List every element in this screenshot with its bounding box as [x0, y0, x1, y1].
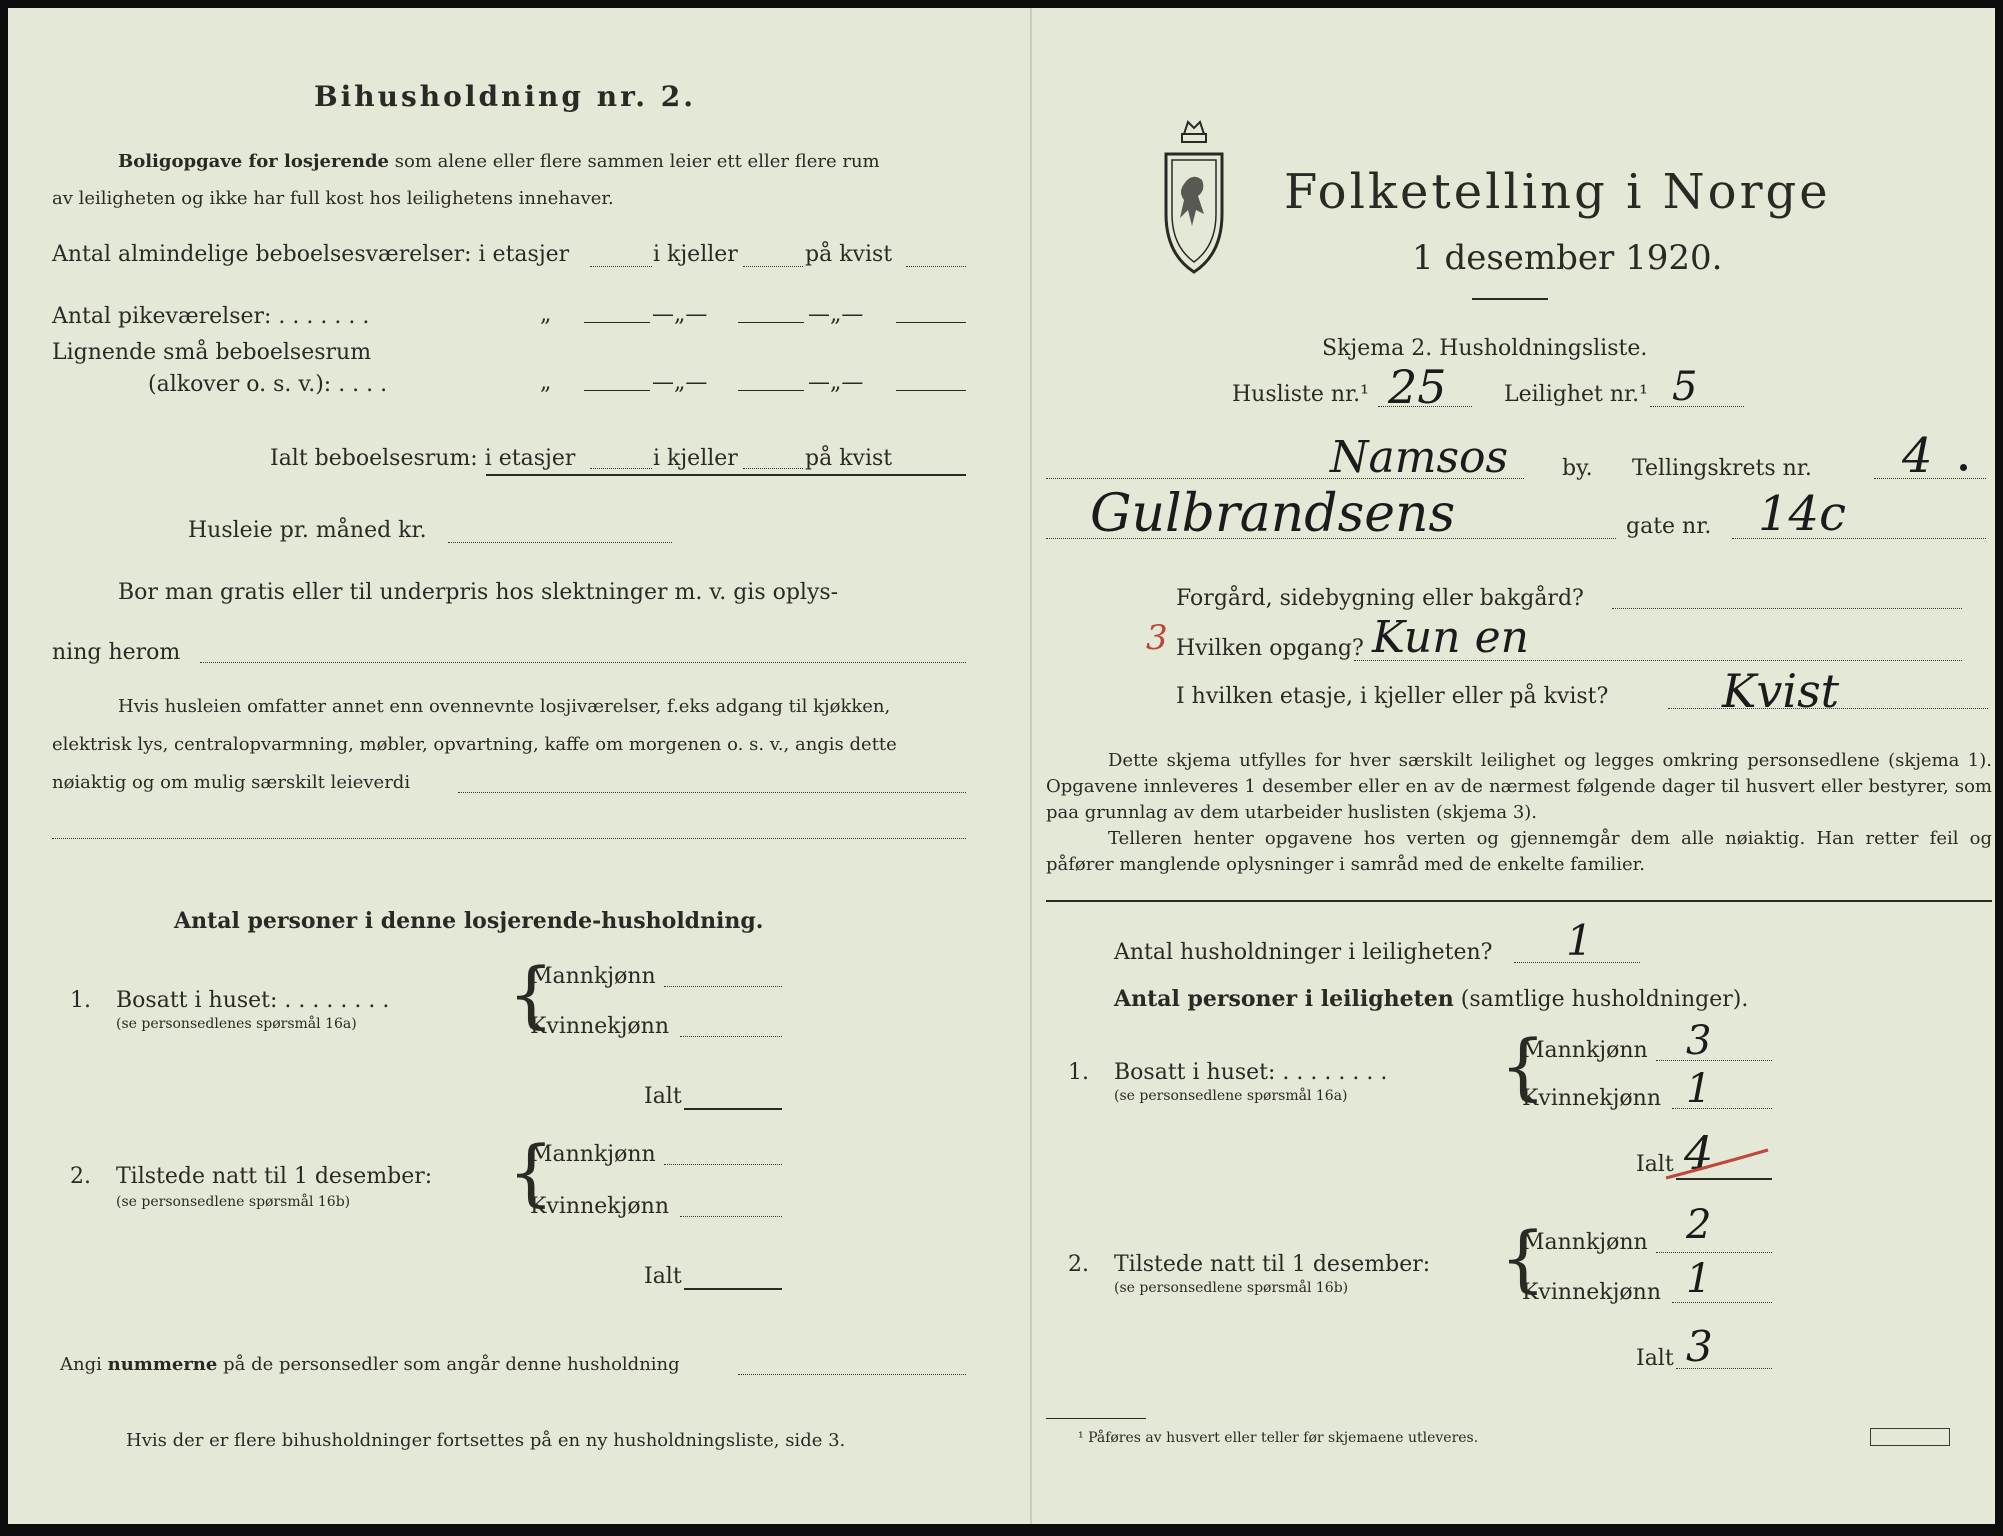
husliste-label: Husliste nr.¹	[1232, 382, 1369, 407]
right-page: Folketelling i Norge 1 desember 1920. Skjema 2. Husholdningsliste. Husliste nr.¹ 25 Leilighet nr.¹ 5 Namsos by. Tellingskrets nr. 4 Gulbrandsens gate nr. 14c Forgård, sidebygning eller bakgård? 3 Hvilken opgang? Kun en I hvilken etasje, i kjeller eller på kvist? Kvist Dette skjema utfylles for hver særskilt leilighet og legges omkring personsedlene (skjema 1). Opgavene innleveres 1 desember eller en av de nærmest følgende dager til husvert eller bestyrer, som paa grunnlag av dem utarbeider huslisten (skjema 3). Telleren henter opgavene hos verten og gjennemgår dem alle nøiaktig. Han retter feil og påfører manglende oplysninger i samråd med de enkelte familier. Antal husholdninger i leiligheten? 1 Antal personer i leiligheten (samtlige husholdninger). 1. Bosatt i huset: . . . . . . . . (se personsedlene spørsmål 16a) { Mannkjønn 3 Kvinnekjønn 1 Ialt 4 2. Tilstede natt til 1 desember: (se personsedlene spørsmål 16b) { Mannkjønn 2 Kvinnekjønn 1 Ialt 3 ¹ Påføres av husvert eller teller før skjemaene utleveres.	[1032, 8, 1995, 1524]
forgard-label: Forgård, sidebygning eller bakgård?	[1176, 586, 1584, 611]
leilighet-label: Leilighet nr.¹	[1504, 382, 1648, 407]
husliste-value: 25	[1388, 360, 1447, 414]
town-value: Namsos	[1330, 432, 1509, 483]
lignende-label: Lignende små beboelsesrum	[52, 340, 372, 365]
antal-label: Antal almindelige beboelsesværelser: i etasjer	[52, 242, 570, 267]
angi-line: Angi nummerne på de personsedler som angår denne husholdning	[60, 1354, 680, 1375]
by-label: by.	[1562, 456, 1593, 481]
street-value: Gulbrandsens	[1090, 484, 1456, 544]
bosatt-number: 1.	[1068, 1060, 1089, 1085]
bosatt-kvinne-value: 1	[1686, 1066, 1712, 1112]
left-page: Bihusholdning nr. 2. Boligopgave for losjerende som alene eller flere sammen leier ett eller flere rum av leiligheten og ikke har full kost hos leilighetens innehaver. Antal almindelige beboelsesværelser: i etasjer i kjeller på kvist Antal pikeværelser: . . . . . . . „ —„— —„— Lignende små beboelsesrum (alkover o. s. v.): . . . . „ —„— —„— Ialt beboelsesrum: i etasjer i kjeller på kvist Husleie pr. måned kr. Bor man gratis eller til underpris hos slektninger m. v. gis oplys- ning herom Hvis husleien omfatter annet enn ovennevnte losjiværelser, f.eks adgang til kjøkken, elektrisk lys, centralopvarmning, møbler, opvartning, kaffe om morgenen o. s. v., angis dette nøiaktig og om mulig særskilt leieverdi Antal personer i denne losjerende-husholdning. 1. Bosatt i huset: . . . . . . . . (se personsedlenes spørsmål 16a) { Mannkjønn Kvinnekjønn Ialt 2. Tilstede natt til 1 desember: (se personsedlene spørsmål 16b) { Mannkjønn Kvinnekjønn Ialt Angi nummerne på de personsedler som angår denne husholdning Hvis der er flere bihusholdninger fortsettes på en ny husholdningsliste, side 3.	[8, 8, 1032, 1524]
skjema-label: Skjema 2. Husholdningsliste.	[1322, 336, 1648, 361]
krets-label: Tellingskrets nr.	[1632, 456, 1812, 481]
tilstede-kvinne: Kvinnekjønn	[530, 1194, 669, 1219]
bosatt-label: Bosatt i huset: . . . . . . . .	[1114, 1060, 1388, 1085]
tilstede-label: Tilstede natt til 1 desember:	[116, 1164, 433, 1189]
ditto-mark: „	[540, 302, 552, 327]
bosatt-kvinne: Kvinnekjønn	[1522, 1086, 1661, 1111]
hvis-line2: elektrisk lys, centralopvarmning, møbler, opvartning, kaffe om morgenen o. s. v., angis dette	[52, 734, 897, 755]
tilstede-kvinne: Kvinnekjønn	[1522, 1280, 1661, 1305]
opgang-label: Hvilken opgang?	[1176, 636, 1364, 661]
tilstede-mann-value: 2	[1686, 1202, 1712, 1248]
footnote: ¹ Påføres av husvert eller teller før skjemaene utleveres.	[1078, 1430, 1479, 1446]
bosatt-ialt-value: 4	[1684, 1126, 1714, 1180]
tilstede-ialt: Ialt	[644, 1264, 682, 1289]
instruction-paragraph-1: Dette skjema utfylles for hver særskilt leilighet og legges omkring personsedlene (skjema 1). Opgavene innleveres 1 desember eller en av de nærmest følgende dager til husvert eller bestyrer, som paa grunnlag av dem utarbeider huslisten (skjema 3).	[1046, 750, 1992, 823]
gate-value: 14c	[1758, 486, 1846, 542]
form-title: Folketelling i Norge	[1284, 164, 1831, 220]
pike-label: Antal pikeværelser: . . . . . . .	[52, 304, 370, 329]
left-footer: Hvis der er flere bihusholdninger fortsettes på en ny husholdningsliste, side 3.	[126, 1430, 846, 1451]
tilstede-kvinne-value: 1	[1686, 1256, 1712, 1302]
bosatt-sub: (se personsedlene spørsmål 16a)	[1114, 1088, 1348, 1104]
bosatt-ialt: Ialt	[1636, 1152, 1674, 1177]
antal-husholdninger-value: 1	[1566, 916, 1593, 965]
ditto-dash: —„—	[808, 370, 864, 395]
tilstede-sub: (se personsedlene spørsmål 16b)	[116, 1194, 351, 1210]
bosatt-kvinne: Kvinnekjønn	[530, 1014, 669, 1039]
bosatt-ialt: Ialt	[644, 1084, 682, 1109]
etasje-value: Kvist	[1722, 664, 1840, 718]
ialt-kvist: på kvist	[805, 446, 893, 471]
opgang-value: Kun en	[1372, 612, 1529, 663]
antal-personer-heading: Antal personer i leiligheten (samtlige husholdninger).	[1114, 986, 1749, 1012]
leilighet-value: 5	[1672, 364, 1698, 410]
tilstede-number: 2.	[1068, 1252, 1089, 1277]
left-title: Bihusholdning nr. 2.	[314, 80, 696, 113]
antal-personer-heading: Antal personer i denne losjerende-husholdning.	[174, 908, 764, 934]
ink-dot	[1960, 464, 1967, 471]
census-date: 1 desember 1920.	[1412, 238, 1723, 278]
tilstede-ialt-value: 3	[1686, 1322, 1713, 1371]
gate-label: gate nr.	[1626, 514, 1712, 539]
husleie-label: Husleie pr. måned kr.	[188, 518, 427, 543]
ialt-beboelse-label: Ialt beboelsesrum: i etasjer	[270, 446, 576, 471]
krets-value: 4	[1902, 428, 1933, 484]
instruction-paragraph-2: Telleren henter opgavene hos verten og gjennemgår dem alle nøiaktig. Han retter feil og påfører manglende oplysninger i samråd med de enkelte familier.	[1046, 828, 1992, 875]
ditto-dash: —„—	[652, 302, 708, 327]
tilstede-ialt: Ialt	[1636, 1346, 1674, 1371]
antal-kvist: på kvist	[805, 242, 893, 267]
tilstede-mann: Mannkjønn	[1522, 1230, 1648, 1255]
ditto-dash: —„—	[808, 302, 864, 327]
antal-husholdninger-label: Antal husholdninger i leiligheten?	[1114, 940, 1493, 965]
bosatt-mann: Mannkjønn	[1522, 1038, 1648, 1063]
red-margin-mark: 3	[1146, 618, 1168, 658]
etasje-label: I hvilken etasje, i kjeller eller på kvist?	[1176, 684, 1609, 709]
hvis-line1: Hvis husleien omfatter annet enn ovennevnte losjiværelser, f.eks adgang til kjøkken,	[118, 696, 891, 717]
antal-kjeller: i kjeller	[653, 242, 738, 267]
printer-stamp	[1870, 1428, 1950, 1446]
ditto-mark: „	[540, 370, 552, 395]
coat-of-arms-icon	[1162, 114, 1226, 274]
tilstede-number: 2.	[70, 1164, 91, 1189]
intro-line1: Boligopgave for losjerende som alene eller flere sammen leier ett eller flere rum	[118, 151, 880, 172]
bosatt-sub: (se personsedlenes spørsmål 16a)	[116, 1016, 357, 1032]
bosatt-number: 1.	[70, 988, 91, 1013]
ditto-dash: —„—	[652, 370, 708, 395]
lignende-sub: (alkover o. s. v.): . . . .	[148, 372, 388, 397]
bosatt-mann-value: 3	[1686, 1018, 1712, 1064]
bosatt-mann: Mannkjønn	[530, 964, 656, 989]
hvis-line3: nøiaktig og om mulig særskilt leieverdi	[52, 772, 411, 793]
tilstede-mann: Mannkjønn	[530, 1142, 656, 1167]
bosatt-label: Bosatt i huset: . . . . . . . .	[116, 988, 390, 1013]
tilstede-sub: (se personsedlene spørsmål 16b)	[1114, 1280, 1349, 1296]
ialt-kjeller: i kjeller	[653, 446, 738, 471]
intro-line2: av leiligheten og ikke har full kost hos leilighetens innehaver.	[52, 188, 614, 209]
bor-line1: Bor man gratis eller til underpris hos slektninger m. v. gis oplys-	[118, 580, 839, 605]
tilstede-label: Tilstede natt til 1 desember:	[1114, 1252, 1431, 1277]
bor-line2: ning herom	[52, 640, 181, 665]
